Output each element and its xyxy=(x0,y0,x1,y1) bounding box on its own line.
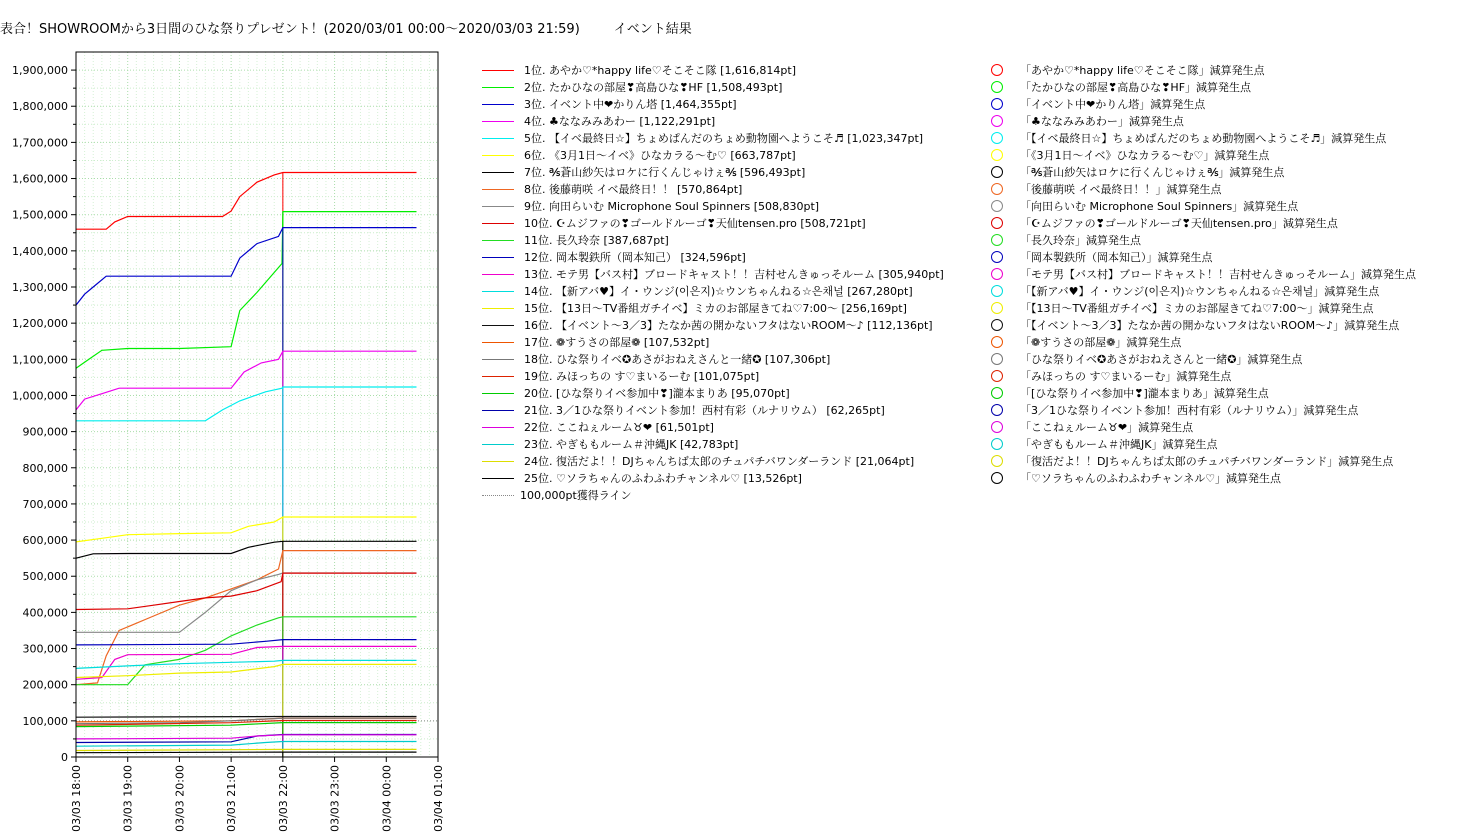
circle-marker-icon xyxy=(991,132,1003,144)
drop-legend-label: 「【イベント〜3／3】たなか茜の開かないフタはないROOM〜♪」減算発生点 xyxy=(1020,319,1400,332)
legend-label: 25位. ♡ソラちゃんのふわふわチャンネル♡ [13,526pt] xyxy=(524,472,802,485)
series-line-7 xyxy=(76,541,417,558)
circle-marker-icon xyxy=(991,421,1003,433)
x-tick-label: 03/04 00:00 xyxy=(380,765,394,832)
legend-label: 18位. ひな祭りイベ✪あさがおねえさんと一緒✪ [107,306pt] xyxy=(524,353,831,366)
drop-legend-label: 「向田らいむ Microphone Soul Spinners」減算発生点 xyxy=(1020,200,1299,213)
legend-label: 12位. 岡本製鉄所（岡本知己） [324,596pt] xyxy=(524,251,746,264)
circle-marker-icon xyxy=(991,472,1003,484)
drop-legend-label: 「モテ男【バス村】ブロードキャスト！！吉村せんきゅっそルーム」減算発生点 xyxy=(1020,268,1416,281)
drop-legend-label: 「♡ソラちゃんのふわふわチャンネル♡」減算発生点 xyxy=(1020,472,1282,485)
drop-legend-label: 「ここねぇルーム♉❤」減算発生点 xyxy=(1020,421,1194,434)
legend-label: 3位. イベント中❤かりん塔 [1,464,355pt] xyxy=(524,98,737,111)
series-line-4 xyxy=(76,351,417,410)
y-tick-label: 0 xyxy=(61,751,68,764)
y-tick-label: 1,000,000 xyxy=(12,389,68,403)
legend-swatch xyxy=(482,427,514,428)
y-tick-label: 1,600,000 xyxy=(12,172,68,186)
legend-label: 4位. ♣ななみみあわー [1,122,291pt] xyxy=(524,115,716,128)
x-tick-label: 03/03 20:00 xyxy=(173,765,187,832)
y-tick-label: 800,000 xyxy=(22,461,68,475)
legend-label: 1位. あやか♡*happy life♡そこそこ隊 [1,616,814pt] xyxy=(524,64,797,77)
circle-marker-icon xyxy=(991,183,1003,195)
series-line-2 xyxy=(76,212,417,369)
legend-label: 22位. ここねぇルーム♉❤ [61,501pt] xyxy=(524,421,714,434)
legend-swatch xyxy=(482,223,514,224)
series-line-10 xyxy=(76,573,417,609)
series-line-3 xyxy=(76,228,417,306)
circle-marker-icon xyxy=(991,302,1003,314)
y-tick-label: 200,000 xyxy=(22,678,68,692)
drop-legend-label: 「【新アバ♥】イ・ウンジ(이은지)☆ウンちゃんねる☆은채널」減算発生点 xyxy=(1020,285,1380,298)
y-tick-label: 1,700,000 xyxy=(12,136,68,150)
circle-marker-icon xyxy=(991,285,1003,297)
series-line-1 xyxy=(76,173,417,230)
legend-swatch xyxy=(482,155,514,156)
chart-title-text: 表合！SHOWROOMから3日間のひな祭りプレゼント！(2020/03/01 00:00〜2020/03/03 21:59) xyxy=(0,22,580,37)
legend-swatch xyxy=(482,257,514,258)
drop-legend-label: 「長久玲奈」減算発生点 xyxy=(1020,234,1141,247)
circle-marker-icon xyxy=(991,438,1003,450)
legend-label: 24位. 復活だよ！！DJちゃんちば太郎のチュパチバワンダーランド [21,064pt] xyxy=(524,455,915,468)
chart-subtitle: イベント結果 xyxy=(613,22,692,37)
x-tick-label: 03/03 21:00 xyxy=(225,765,239,832)
x-tick-label: 03/03 18:00 xyxy=(70,765,83,832)
legend-swatch xyxy=(482,325,514,326)
series-legend xyxy=(482,62,972,512)
drop-legend-label: 「【13日〜TV番組ガチイベ】ミカのお部屋きてね♡7:00〜」減算発生点 xyxy=(1020,302,1374,315)
x-tick-label: 03/03 19:00 xyxy=(121,765,135,832)
circle-marker-icon xyxy=(991,98,1003,110)
y-tick-label: 400,000 xyxy=(22,606,68,620)
drop-legend-label: 「あやか♡*happy life♡そこそこ隊」減算発生点 xyxy=(1020,64,1265,77)
series-line-25 xyxy=(76,752,417,753)
y-tick-label: 500,000 xyxy=(22,570,68,584)
series-line-6 xyxy=(76,517,417,542)
drop-legend-label: 「《3月1日〜イベ》ひなカラる〜む♡」減算発生点 xyxy=(1020,149,1270,162)
drop-point-legend xyxy=(990,62,1470,492)
line-chart xyxy=(0,0,450,840)
series-lines xyxy=(76,172,417,757)
y-tick-label: 300,000 xyxy=(22,642,68,656)
drop-legend-label: 「[ひな祭りイベ参加中❣]瀧本まりあ」減算発生点 xyxy=(1020,387,1269,400)
legend-swatch xyxy=(482,393,514,394)
circle-marker-icon xyxy=(991,251,1003,263)
circle-marker-icon xyxy=(991,115,1003,127)
series-line-13 xyxy=(76,646,417,679)
series-line-16 xyxy=(76,717,417,718)
drop-legend-label: 「イベント中❤かりん塔」減算発生点 xyxy=(1020,98,1206,111)
circle-marker-icon xyxy=(991,404,1003,416)
legend-label: 2位. たかひなの部屋❣高島ひな❣HF [1,508,493pt] xyxy=(524,81,783,94)
legend-label: 14位. 【新アバ♥】イ・ウンジ(이은지)☆ウンちゃんねる☆은채널 [267,280pt] xyxy=(524,285,913,298)
circle-marker-icon xyxy=(991,200,1003,212)
drop-legend-label: 「❁すうさの部屋❁」減算発生点 xyxy=(1020,336,1182,349)
legend-label: 8位. 後藤萌咲 イベ最終日！！ [570,864pt] xyxy=(524,183,743,196)
circle-marker-icon xyxy=(991,353,1003,365)
legend-label: 5位. 【イベ最終日☆】ちょめぱんだのちょめ動物園へようこそ♬ [1,023,347pt] xyxy=(524,132,924,145)
legend-label: 16位. 【イベント〜3／3】たなか茜の開かないフタはないROOM〜♪ [112,136pt] xyxy=(524,319,933,332)
legend-swatch xyxy=(482,206,514,207)
series-line-24 xyxy=(76,749,417,750)
legend-swatch xyxy=(482,461,514,462)
y-tick-label: 1,800,000 xyxy=(12,100,68,114)
y-tick-label: 1,400,000 xyxy=(12,244,68,258)
drop-legend-label: 「後藤萌咲 イベ最終日！！」減算発生点 xyxy=(1020,183,1222,196)
y-tick-label: 1,500,000 xyxy=(12,208,68,222)
legend-swatch xyxy=(482,376,514,377)
legend-swatch xyxy=(482,308,514,309)
legend-label: 9位. 向田らいむ Microphone Soul Spinners [508,830pt] xyxy=(524,200,820,213)
drop-legend-label: 「3／1ひな祭りイベント参加！西村有彩（ルナリウム）」減算発生点 xyxy=(1020,404,1359,417)
circle-marker-icon xyxy=(991,234,1003,246)
y-tick-label: 1,900,000 xyxy=(12,64,68,78)
legend-label: 20位. [ひな祭りイベ参加中❣]瀧本まりあ [95,070pt] xyxy=(524,387,790,400)
y-tick-label: 600,000 xyxy=(22,534,68,548)
legend-label: 11位. 長久玲奈 [387,687pt] xyxy=(524,234,669,247)
legend-label: 15位. 【13日〜TV番組ガチイベ】ミカのお部屋きてね♡7:00〜 [256,169pt] xyxy=(524,302,907,315)
circle-marker-icon xyxy=(991,370,1003,382)
drop-legend-label: 「♣ななみみあわー」減算発生点 xyxy=(1020,115,1184,128)
legend-swatch xyxy=(482,70,514,71)
circle-marker-icon xyxy=(991,166,1003,178)
legend-swatch xyxy=(482,172,514,173)
circle-marker-icon xyxy=(991,336,1003,348)
drop-legend-label: 「☪ムジファの❣ゴールドルーゴ❣天仙tensen.pro」減算発生点 xyxy=(1020,217,1338,230)
drop-legend-label: 「【イベ最終日☆】ちょめぱんだのちょめ動物園へようこそ♬」減算発生点 xyxy=(1020,132,1387,145)
y-tick-label: 1,200,000 xyxy=(12,317,68,331)
legend-label: 19位. みほっちの す♡まいるーむ [101,075pt] xyxy=(524,370,760,383)
circle-marker-icon xyxy=(991,319,1003,331)
grid xyxy=(76,52,438,757)
legend-swatch xyxy=(482,342,514,343)
legend-swatch xyxy=(482,495,514,496)
circle-marker-icon xyxy=(991,81,1003,93)
y-tick-label: 1,300,000 xyxy=(12,281,68,294)
drop-legend-label: 「℁蒼山紗矢はロケに行くんじゃけぇ℁」減算発生点 xyxy=(1020,166,1285,179)
y-tick-label: 1,100,000 xyxy=(12,353,68,367)
axes xyxy=(12,52,445,832)
legend-label: 7位. ℁蒼山紗矢はロケに行くんじゃけぇ℁ [596,493pt] xyxy=(524,166,806,179)
legend-label: 17位. ❁すうさの部屋❁ [107,532pt] xyxy=(524,336,710,349)
circle-marker-icon xyxy=(991,455,1003,467)
legend-label: 13位. モテ男【バス村】ブロードキャスト！！吉村せんきゅっそルーム [305,940pt] xyxy=(524,268,944,281)
y-tick-label: 700,000 xyxy=(22,497,68,511)
circle-marker-icon xyxy=(991,217,1003,229)
series-line-9 xyxy=(76,573,417,632)
drop-legend-label: 「岡本製鉄所（岡本知己）」減算発生点 xyxy=(1020,251,1213,264)
drop-legend-label: 「ひな祭りイベ✪あさがおねえさんと一緒✪」減算発生点 xyxy=(1020,353,1303,366)
legend-swatch xyxy=(482,478,514,479)
x-tick-label: 03/03 23:00 xyxy=(328,765,342,832)
legend-swatch xyxy=(482,104,514,105)
legend-label: 6位. 《3月1日〜イベ》ひなカラる〜む♡ [663,787pt] xyxy=(524,149,796,162)
legend-label: 10位. ☪ムジファの❣ゴールドルーゴ❣天仙tensen.pro [508,721pt] xyxy=(524,217,866,230)
drop-legend-label: 「みほっちの す♡まいるーむ」減算発生点 xyxy=(1020,370,1232,383)
legend-label: 21位. 3／1ひな祭りイベント参加！西村有彩（ルナリウム） [62,265pt] xyxy=(524,404,885,417)
series-line-12 xyxy=(76,640,417,645)
legend-label: 23位. やぎももルーム＃沖縄JK [42,783pt] xyxy=(524,438,739,451)
legend-swatch xyxy=(482,444,514,445)
legend-swatch xyxy=(482,274,514,275)
legend-swatch xyxy=(482,121,514,122)
legend-swatch xyxy=(482,189,514,190)
drop-legend-label: 「やぎももルーム＃沖縄JK」減算発生点 xyxy=(1020,438,1218,451)
x-tick-label: 03/04 01:00 xyxy=(432,765,445,832)
drop-legend-label: 「たかひなの部屋❣高島ひな❣HF」減算発生点 xyxy=(1020,81,1252,94)
legend-swatch xyxy=(482,291,514,292)
legend-swatch xyxy=(482,410,514,411)
legend-swatch xyxy=(482,87,514,88)
y-tick-label: 900,000 xyxy=(22,425,68,439)
x-tick-label: 03/03 22:00 xyxy=(276,765,290,832)
legend-label: 100,000pt獲得ライン xyxy=(520,489,632,502)
legend-swatch xyxy=(482,240,514,241)
circle-marker-icon xyxy=(991,64,1003,76)
drop-legend-label: 「復活だよ！！DJちゃんちば太郎のチュパチバワンダーランド」減算発生点 xyxy=(1020,455,1394,468)
circle-marker-icon xyxy=(991,149,1003,161)
circle-marker-icon xyxy=(991,387,1003,399)
y-tick-label: 100,000 xyxy=(22,714,68,728)
legend-swatch xyxy=(482,138,514,139)
series-line-5 xyxy=(76,387,417,421)
circle-marker-icon xyxy=(991,268,1003,280)
legend-swatch xyxy=(482,359,514,360)
